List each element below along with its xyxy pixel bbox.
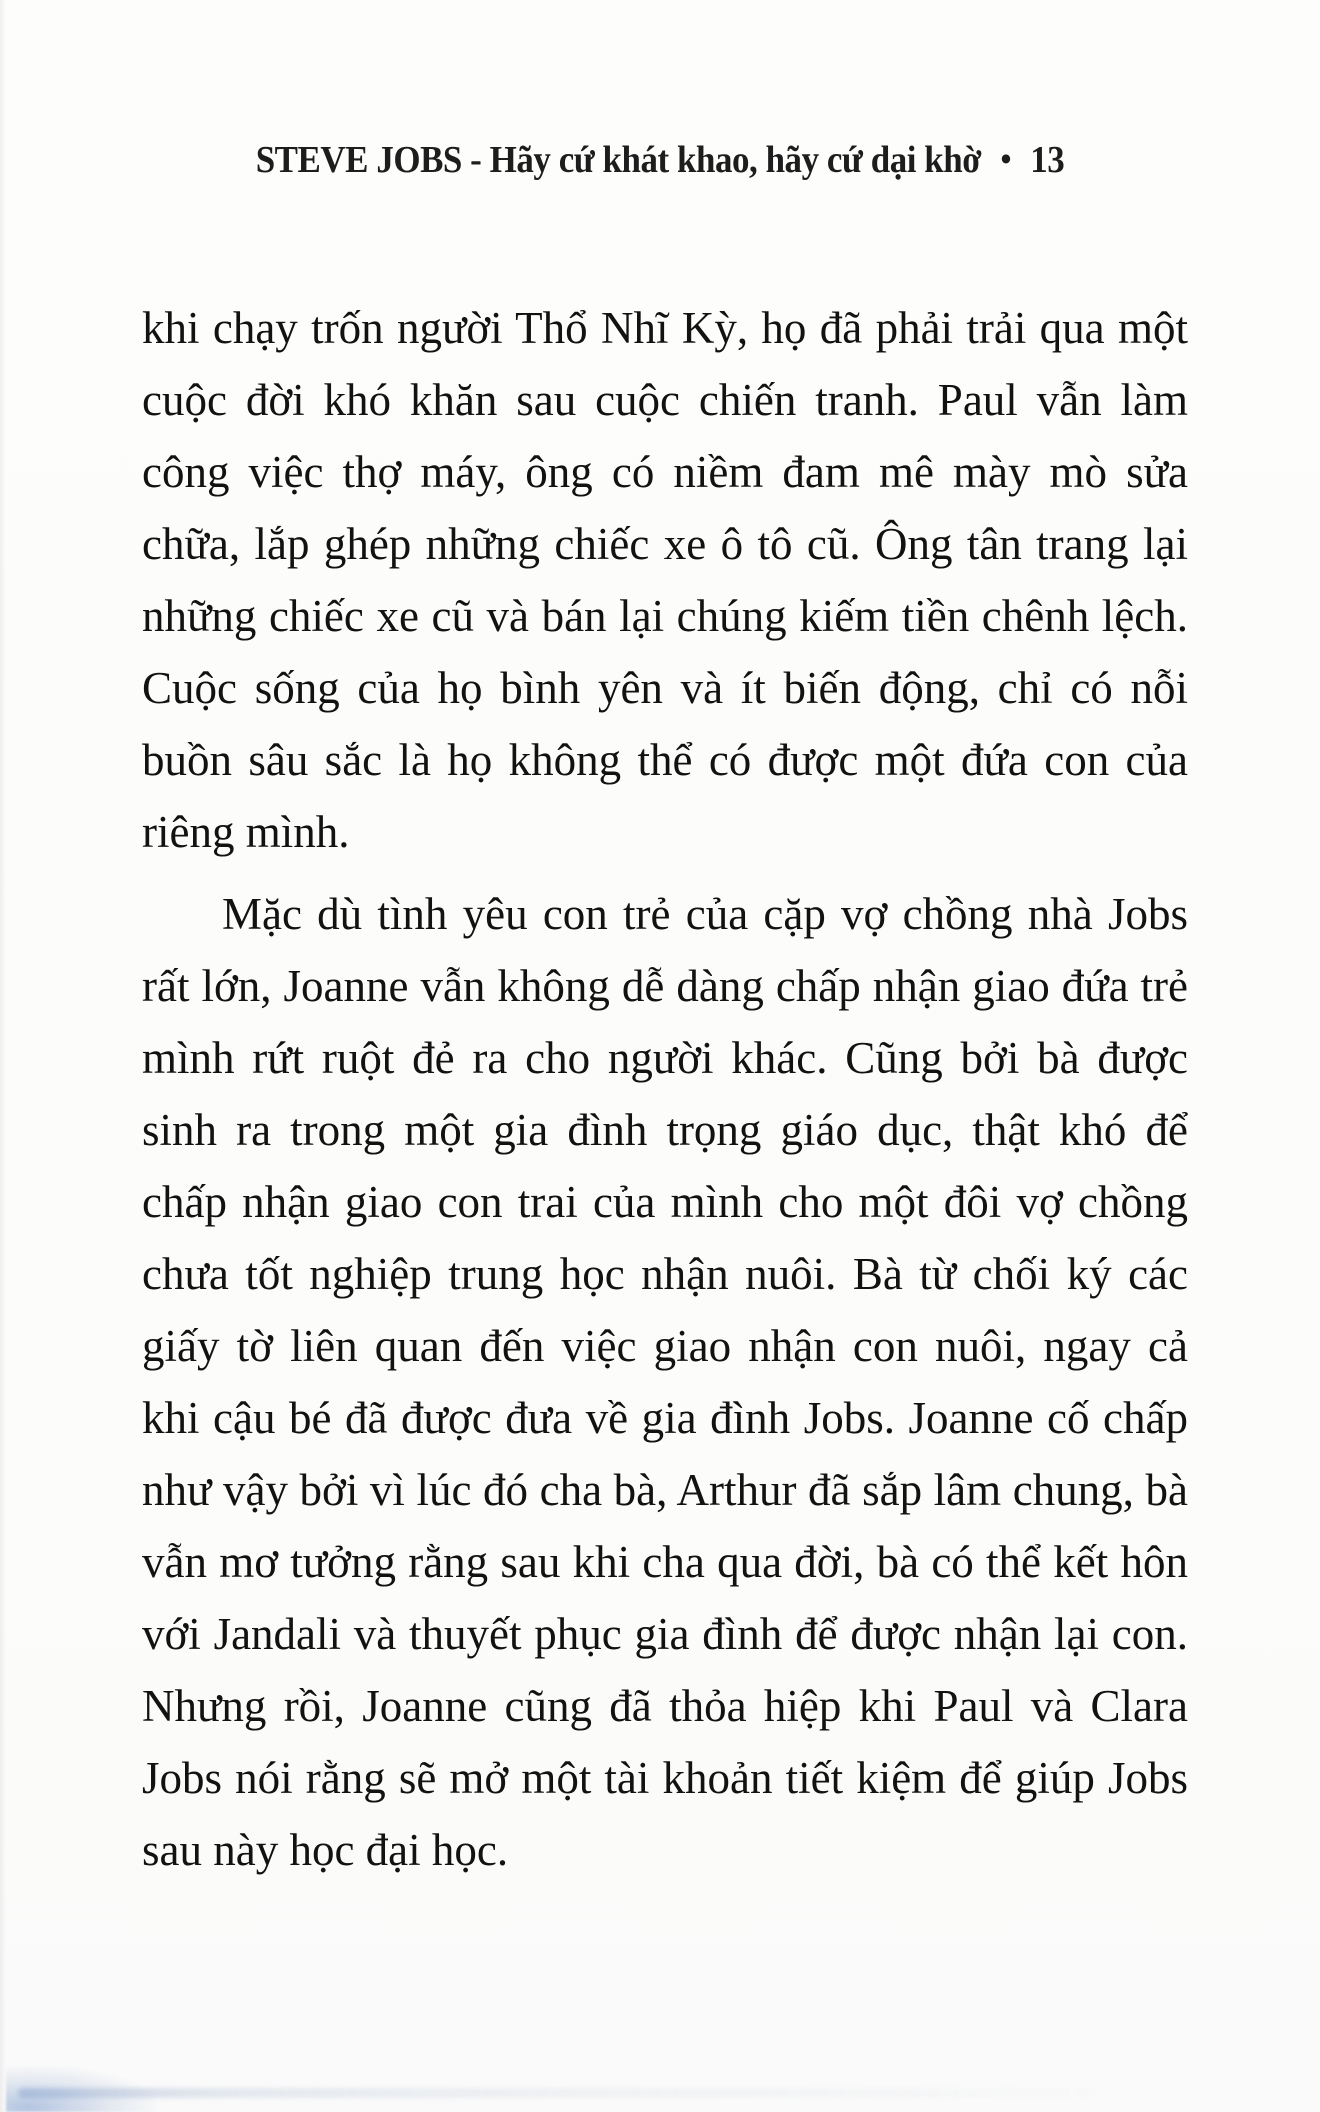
scan-edge-artifact [0,0,6,2112]
paragraph-1: khi chạy trốn người Thổ Nhĩ Kỳ, họ đã phải trải qua một cuộc đời khó khăn sau cuộc chiến tranh. Paul vẫn làm công việc thợ máy, ông có niềm đam mê mày mò sửa chữa, lắp ghép những chiếc xe ô tô cũ. Ông tân trang lại những chiếc xe cũ và bán lại chúng kiếm tiền chênh lệch. Cuộc sống của họ bình yên và ít biến động, chỉ có nỗi buồn sâu sắc là họ không thể có được một đứa con của riêng mình. [142,303,1188,857]
running-header-title: STEVE JOBS - Hãy cứ khát khao, hãy cứ dại khờ [255,139,982,181]
scan-corner-artifact [6,2066,156,2112]
scan-bottom-artifact [18,2088,1098,2098]
page-number: 13 [1030,139,1065,181]
body-text [142,292,1188,1886]
running-header [53,138,1267,182]
paragraph-2: Mặc dù tình yêu con trẻ của cặp vợ chồng nhà Jobs rất lớn, Joanne vẫn không dễ dàng chấp nhận giao đứa trẻ mình rứt ruột đẻ ra cho người khác. Cũng bởi bà được sinh ra trong một gia đình trọng giáo dục, thật khó để chấp nhận giao con trai của mình cho một đôi vợ chồng chưa tốt nghiệp trung học nhận nuôi. Bà từ chối ký các giấy tờ liên quan đến việc giao nhận con nuôi, ngay cả khi cậu bé đã được đưa về gia đình Jobs. Joanne cố chấp như vậy bởi vì lúc đó cha bà, Arthur đã sắp lâm chung, bà vẫn mơ tưởng rằng sau khi cha qua đời, bà có thể kết hôn với Jandali và thuyết phục gia đình để được nhận lại con. Nhưng rồi, Joanne cũng đã thỏa hiệp khi Paul và Clara Jobs nói rằng sẽ mở một tài khoản tiết kiệm để giúp Jobs sau này học đại học. [142,889,1188,1875]
bullet-separator-icon: • [1000,141,1011,178]
